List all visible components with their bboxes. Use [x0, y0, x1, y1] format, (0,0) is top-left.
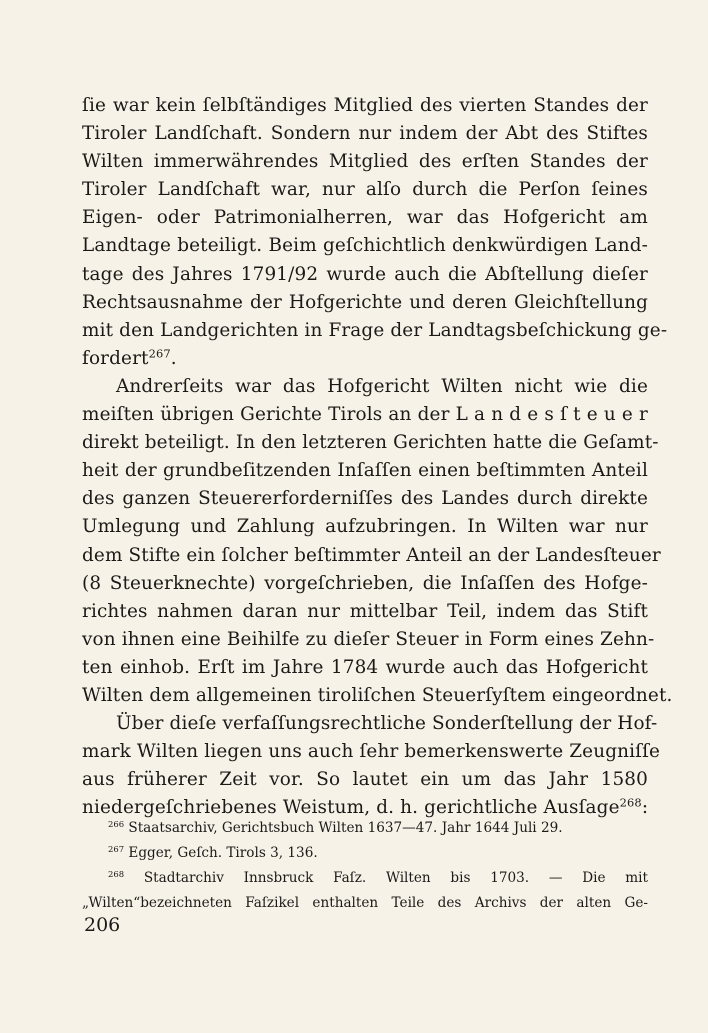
text-line: mit den Landgerichten in Frage der Landtagsbeſchickung ge-: [82, 319, 668, 341]
text-line: direkt beteiligt. In den letzteren Gerichten hatte die Geſamt-: [82, 432, 659, 454]
text-line: aus früherer Zeit vor. So lautet ein um das Jahr 1580: [82, 769, 648, 791]
text-line: des ganzen Steuererforderniſſes des Landes durch direkte: [82, 488, 648, 510]
footnote-reference: 268: [619, 796, 642, 811]
text-line: Tiroler Landſchaft. Sondern nur indem der Abt des Stiftes: [82, 123, 648, 145]
footnote-number: 266: [108, 819, 125, 830]
footnote-text: Egger, Geſch. Tirols 3, 136.: [128, 845, 318, 861]
text-line: fordert$^{267}$.: [82, 346, 177, 369]
text-line: (8 Steuerknechte) vorgeſchrieben, die Inſaſſen des Hofge-: [82, 572, 648, 594]
text-line: von ihnen eine Beihilfe zu dieſer Steuer in Form eines Zehn-: [82, 628, 655, 650]
text-line: Wilten dem allgemeinen tiroliſchen Steuerſyſtem eingeordnet.: [82, 684, 673, 706]
footnote-number: 267: [108, 844, 125, 855]
footnote-continuation: „Wilten“bezeichneten Faſzikel enthalten Teile des Archivs der alten Ge-: [82, 895, 648, 911]
text-line: meiſten übrigen Gerichte Tirols an der L a n d e s ſ t e u e r: [82, 404, 648, 426]
text-line: ten einhob. Erſt im Jahre 1784 wurde auch das Hofgericht: [82, 656, 648, 678]
text-line: richtes nahmen daran nur mittelbar Teil, indem das Stift: [82, 600, 648, 622]
footnote-text: Stadtarchiv Innsbruck Faſz. Wilten bis 1703. — Die mit: [143, 870, 648, 886]
text-line: heit der grundbeſitzenden Inſaſſen einen beſtimmten Anteil: [82, 460, 648, 482]
text-line: Rechtsausnahme der Hofgerichte und deren Gleichſtellung: [82, 291, 648, 313]
footnote: [82, 841, 648, 866]
text-line: dem Stifte ein ſolcher beſtimmter Anteil an der Landesſteuer: [82, 544, 661, 566]
page-number: 206: [84, 914, 121, 936]
text-line: tage des Jahres 1791/92 wurde auch die Abſtellung dieſer: [82, 263, 648, 285]
paragraph-start: Über dieſe verfaſſungsrechtliche Sonderſtellung der Hof-: [116, 713, 658, 735]
footnote: [82, 816, 648, 841]
footnote: [82, 866, 648, 891]
text-line: Wilten immerwährendes Mitglied des erſten Standes der: [82, 151, 648, 173]
text-line: Landtage beteiligt. Beim geſchichtlich denkwürdigen Land-: [82, 235, 648, 257]
footnote-reference: 267: [148, 346, 171, 361]
footnote-text: Staatsarchiv, Gerichtsbuch Wilten 1637—47. Jahr 1644 Juli 29.: [128, 820, 563, 836]
text-line: mark Wilten liegen uns auch ſehr bemerkenswerte Zeugniſſe: [82, 741, 661, 763]
body-text: [82, 92, 673, 822]
text-line: niedergeſchriebenes Weistum, d. h. gerichtliche Ausſage$^{268}$:: [82, 796, 649, 819]
text-line-content: fordert: [82, 347, 149, 369]
footnote-number: 268: [108, 869, 125, 880]
paragraph-start: Andrerſeits war das Hofgericht Wilten nicht wie die: [116, 375, 648, 397]
text-line: Umlegung und Zahlung aufzubringen. In Wilten war nur: [82, 516, 648, 538]
text-line: Tiroler Landſchaft war, nur alſo durch die Perſon ſeines: [82, 179, 648, 201]
footnotes: [82, 816, 648, 916]
text-line: ſie war kein ſelbſtändiges Mitglied des vierten Standes der: [82, 95, 648, 116]
text-line: Eigen- oder Patrimonialherren, war das Hofgericht am: [82, 207, 648, 229]
text-line-content: niedergeſchriebenes Weistum, d. h. gerichtliche Ausſage: [82, 797, 620, 819]
